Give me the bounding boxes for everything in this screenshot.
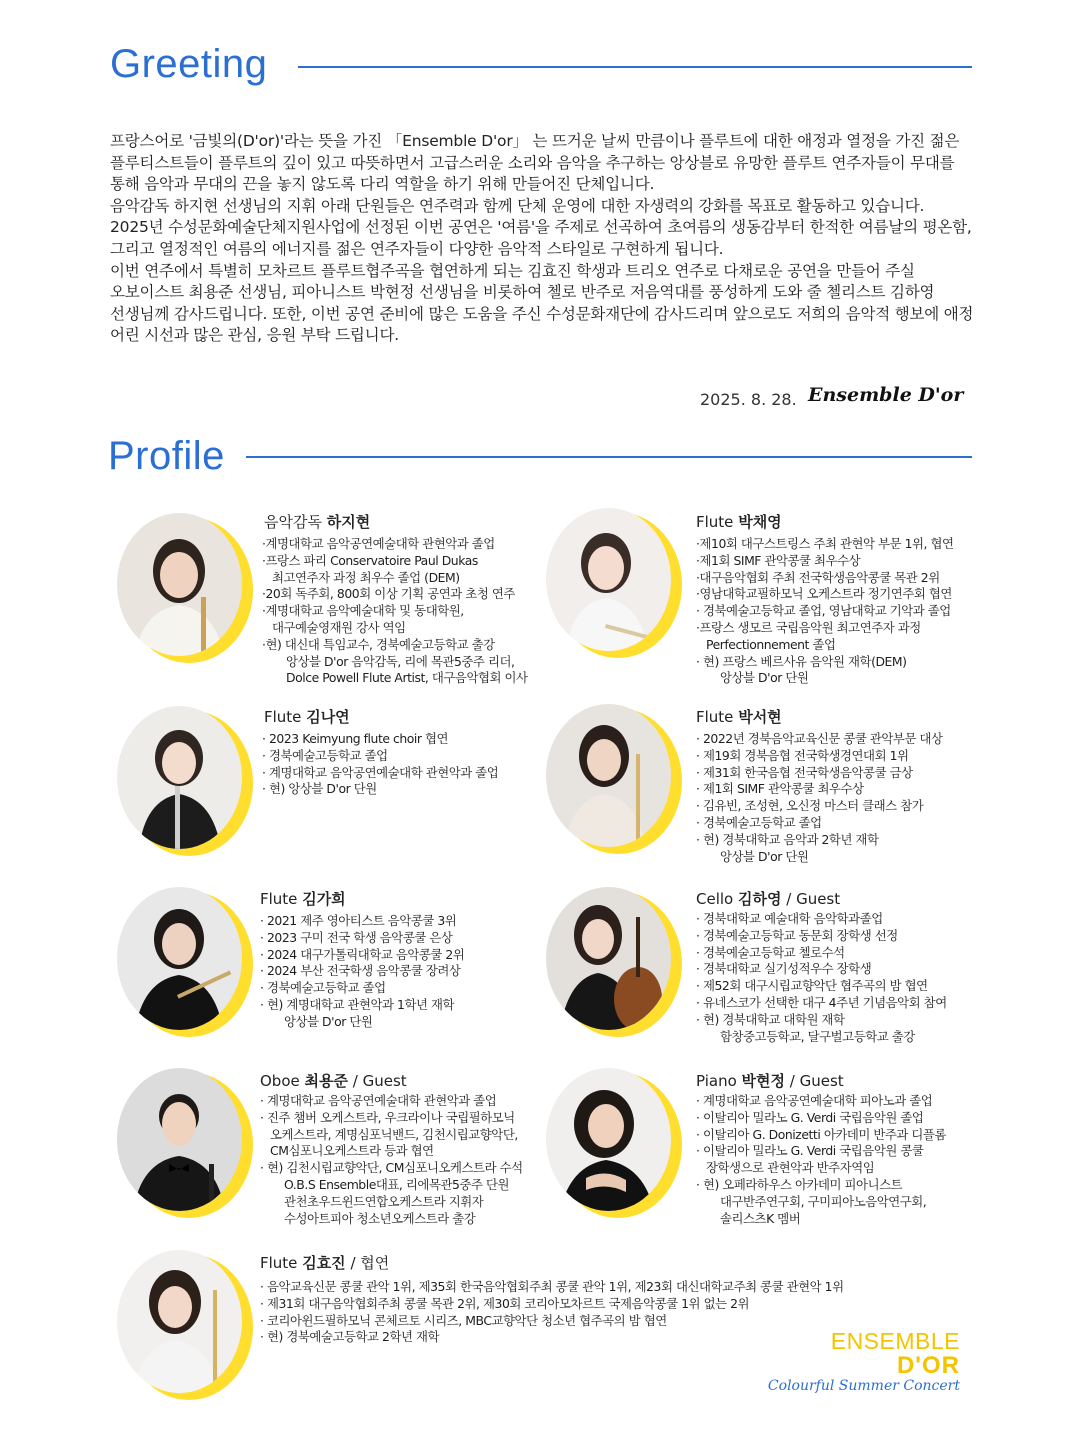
member-suffix: / Guest xyxy=(348,1072,407,1090)
member-name: 김효진 xyxy=(302,1254,346,1272)
career-item: 함창중고등학교, 달구벌고등학교 출강 xyxy=(720,1028,915,1044)
career-item: 수성아트피아 청소년오케스트라 출강 xyxy=(284,1210,476,1226)
logo-tagline: Colourful Summer Concert xyxy=(767,1378,960,1394)
member-name: 김하영 xyxy=(738,890,782,908)
member-title xyxy=(260,888,346,909)
career-item: CM심포니오케스트라 등과 협연 xyxy=(270,1143,434,1159)
career-item: · 경북예술고등학교 첼로수석 xyxy=(696,944,845,960)
career-item: 관천초우드윈드연합오케스트라 지휘자 xyxy=(284,1193,484,1209)
career-item: · 계명대학교 음악공연예술대학 관현악과 졸업 xyxy=(262,764,499,780)
member-career-list xyxy=(696,911,947,1045)
member-title xyxy=(696,511,782,532)
career-item: · 2023 Keimyung flute choir 협연 xyxy=(262,731,449,746)
member-photo xyxy=(546,508,681,658)
career-item: O.B.S Ensemble대표, 리에목관5중주 단원 xyxy=(284,1176,509,1192)
member-role: 음악감독 xyxy=(264,513,322,531)
member-photo xyxy=(117,1250,252,1400)
career-item: · 2022년 경북음악교육신문 콩쿨 관악부문 대상 xyxy=(696,731,943,746)
member-career-list xyxy=(260,913,464,1031)
member-role: Flute xyxy=(260,890,298,908)
career-item: 대구예술영재원 강사 역임 xyxy=(272,619,406,635)
career-item: ·제10회 대구스트링스 주최 관현악 부문 1위, 협연 xyxy=(696,536,954,551)
member-role: Flute xyxy=(260,1254,298,1272)
career-item: ·현) 대신대 특임교수, 경북예술고등학교 출강 xyxy=(262,636,495,652)
member-photo xyxy=(117,887,252,1037)
career-item: · 2021 제주 영아티스트 음악콩쿨 3위 xyxy=(260,913,457,928)
profile-title: Profile xyxy=(108,434,225,478)
greeting-paragraph: 프랑스어로 '금빛의(D'or)'라는 뜻을 가진 「Ensemble D'or」 는 뜨거운 날씨 만큼이나 플루트에 대한 애정과 열정을 가진 젊은 플루티스트들이 플루트의 깊이 있고 따뜻하면서 고급스러운 소리와 음악을 추구하는 앙상블로 유망한 플루트 연주자들이 무대를 통해 음악과 무대의 끈을 놓지 않도록 다리 역할을 하기 위해 만들어진 단체입니다. xyxy=(110,132,960,194)
member-name: 박현정 xyxy=(741,1072,786,1090)
member-suffix: / 협연 xyxy=(345,1254,390,1272)
member-title xyxy=(260,1070,407,1091)
career-item: · 이탈리아 G. Donizetti 아카데미 반주과 디플롬 xyxy=(696,1126,946,1142)
career-item: · 경북대학교 실기성적우수 장학생 xyxy=(696,961,872,977)
member-photo xyxy=(546,1068,681,1218)
career-item: 최고연주자 과정 최우수 졸업 (DEM) xyxy=(272,569,460,585)
career-item: · 현) 오페라하우스 아카데미 피아니스트 xyxy=(696,1176,903,1192)
member-photo xyxy=(546,704,681,854)
member-title xyxy=(260,1252,389,1273)
member-title xyxy=(264,511,370,532)
career-item: · 현) 프랑스 베르사유 음악원 재학(DEM) xyxy=(696,653,907,669)
member-title xyxy=(696,1070,844,1091)
career-item: ·제1회 SIMF 관악콩쿨 최우수상 xyxy=(696,552,861,568)
career-item: ·계명대학교 음악공연예술대학 관현악과 졸업 xyxy=(262,536,495,551)
career-item: 앙상블 D'or 단원 xyxy=(284,1013,373,1029)
career-item: · 제19회 경북음협 전국학생경연대회 1위 xyxy=(696,747,909,763)
member-title xyxy=(264,706,350,727)
career-item: · 현) 계명대학교 관현악과 1학년 재학 xyxy=(260,996,455,1012)
logo-line-dor: D'OR xyxy=(896,1352,960,1379)
career-item: 앙상블 D'or 단원 xyxy=(720,848,809,864)
member-name: 박채영 xyxy=(738,513,782,531)
career-item: Dolce Powell Flute Artist, 대구음악협회 이사 xyxy=(286,670,528,686)
member-career-list xyxy=(262,536,528,687)
career-item: · 경북예술고등학교 졸업 xyxy=(696,814,822,830)
career-item: · 경북예술고등학교 졸업 xyxy=(262,747,388,763)
greeting-paragraph: 2025년 수성문화예술단체지원사업에 선정된 이번 공연은 '여름'을 주제로 선곡하여 초여름의 생동감부터 한적한 여름날의 평온함, 그리고 열정적인 여름의 에너지를 젊은 연주자들이 다양한 음악적 스타일로 구현하게 됩니다. xyxy=(110,218,972,258)
career-item: · 계명대학교 음악공연예술대학 피아노과 졸업 xyxy=(696,1093,933,1108)
career-item: · 현) 앙상블 D'or 단원 xyxy=(262,781,377,797)
member-role: Flute xyxy=(696,513,734,531)
member-name: 박서현 xyxy=(738,708,782,726)
career-item: · 경북예술고등학교 졸업 xyxy=(260,980,386,996)
career-item: 앙상블 D'or 단원 xyxy=(720,670,809,686)
career-item: · 이탈리아 밀라노 G. Verdi 국립음악원 졸업 xyxy=(696,1109,924,1125)
career-item: ·영남대학교필하모닉 오케스트라 정기연주회 협연 xyxy=(696,586,952,602)
greeting-title: Greeting xyxy=(110,42,268,86)
career-item: 장학생으로 관현악과 반주자역임 xyxy=(706,1160,875,1176)
career-item: · 제31회 대구음악협회주최 콩쿨 목관 2위, 제30회 코리아모차르트 국제음악콩쿨 1위 없는 2위 xyxy=(260,1295,750,1311)
career-item: 대구반주연구회, 구미피아노음악연구회, xyxy=(720,1193,927,1209)
member-career-list xyxy=(696,1093,946,1227)
member-career-list xyxy=(696,731,943,865)
member-role: Flute xyxy=(264,708,302,726)
greeting-paragraph: 이번 연주에서 특별히 모차르트 플루트협주곡을 협연하게 되는 김효진 학생과 트리오 연주로 다채로운 공연을 만들어 주실 오보이스트 최용준 선생님, 피아니스트 박현정 선생님을 비롯하여 첼로 반주로 저음역대를 풍성하게 도와 줄 첼리스트 김하영 선생님께 감사드립니다. 또한, 이번 공연 준비에 많은 도움을 주신 수성문화재단에 감사드리며 앞으로도 저희의 음악적 행보에 애정 어린 시선과 많은 관심, 응원 부탁 드립니다. xyxy=(110,261,974,345)
greeting-paragraph: 음악감독 하지현 선생님의 지휘 아래 단원들은 연주력과 함께 단체 운영에 대한 자생력의 강화를 목표로 활동하고 있습니다. xyxy=(110,196,925,215)
logo-line-ensemble: ENSEMBLE xyxy=(830,1328,960,1354)
greeting-divider xyxy=(298,66,972,68)
career-item: · 음악교육신문 콩쿨 관악 1위, 제35회 한국음악협회주최 콩쿨 관악 1위, 제23회 대신대학교주최 콩쿨 관현악 1위 xyxy=(260,1279,844,1294)
career-item: 솔리스츠K 멤버 xyxy=(720,1210,801,1226)
career-item: · 계명대학교 음악공연예술대학 관현악과 졸업 xyxy=(260,1093,497,1108)
member-name: 하지현 xyxy=(326,513,371,531)
career-item: ·대구음악협회 주최 전국학생음악콩쿨 목관 2위 xyxy=(696,569,940,585)
career-item: · 현) 경북예술고등학교 2학년 재학 xyxy=(260,1329,440,1345)
career-item: · 유네스코가 선택한 대구 4주년 기념음악회 참여 xyxy=(696,994,947,1010)
career-item: 오케스트라, 계명심포닉밴드, 김천시립교향악단, xyxy=(270,1126,518,1142)
member-photo xyxy=(117,1068,252,1218)
career-item: · 제1회 SIMF 관악콩쿨 최우수상 xyxy=(696,781,864,797)
career-item: · 진주 챔버 오케스트라, 우크라이나 국립필하모닉 xyxy=(260,1109,515,1125)
career-item: · 김유빈, 조성현, 오신정 마스터 클래스 참가 xyxy=(696,798,924,814)
member-title xyxy=(696,888,840,909)
profile-divider xyxy=(246,456,972,458)
member-photo xyxy=(117,513,252,663)
member-role: Piano xyxy=(696,1072,737,1090)
career-item: · 제52회 대구시립교향악단 협주곡의 밤 협연 xyxy=(696,978,928,994)
career-item: · 이탈리아 밀라노 G. Verdi 국립음악원 콩쿨 xyxy=(696,1143,924,1159)
career-item: · 코리아윈드필하모닉 콘체르토 시리즈, MBC교향악단 청소년 협주곡의 밤 협연 xyxy=(260,1312,667,1328)
career-item: · 경북예술고등학교 동문회 장학생 선정 xyxy=(696,927,898,943)
ensemble-logo xyxy=(767,1328,970,1402)
member-career-list xyxy=(260,1279,844,1346)
member-suffix: / Guest xyxy=(785,1072,844,1090)
career-item: · 현) 경북대학교 음악과 2학년 재학 xyxy=(696,831,879,847)
member-suffix: / Guest xyxy=(781,890,841,908)
career-item: · 현) 경북대학교 대학원 재학 xyxy=(696,1011,845,1027)
career-item: · 현) 김천시립교향악단, CM심포니오케스트라 수석 xyxy=(260,1160,523,1176)
career-item: ·프랑스 파리 Conservatoire Paul Dukas xyxy=(262,552,478,568)
career-item: · 경북예술고등학교 졸업, 영남대학교 기악과 졸업 xyxy=(696,603,951,619)
career-item: ·프랑스 생모르 국립음악원 최고연주자 과정 xyxy=(696,619,921,635)
career-item: · 2024 부산 전국학생 음악콩쿨 장려상 xyxy=(260,963,461,979)
member-role: Oboe xyxy=(260,1072,300,1090)
member-name: 김가희 xyxy=(302,890,346,908)
career-item: ·20회 독주회, 800회 이상 기획 공연과 초청 연주 xyxy=(262,586,515,602)
member-career-list xyxy=(260,1093,523,1227)
greeting-date: 2025. 8. 28. xyxy=(700,390,797,409)
career-item: · 제31회 한국음협 전국학생음악콩쿨 금상 xyxy=(696,764,913,780)
career-item: · 2024 대구가톨릭대학교 음악콩쿨 2위 xyxy=(260,946,465,962)
member-title xyxy=(696,706,782,727)
member-role: Cello xyxy=(696,890,734,908)
member-photo xyxy=(117,706,252,856)
career-item: · 2023 구미 전국 학생 음악콩쿨 은상 xyxy=(260,929,453,945)
member-name: 김나연 xyxy=(306,708,350,726)
career-item: Perfectionnement 졸업 xyxy=(706,636,836,652)
member-career-list xyxy=(262,731,498,798)
greeting-signature: Ensemble D'or xyxy=(808,384,964,406)
member-career-list xyxy=(696,536,954,687)
member-photo xyxy=(546,887,681,1037)
member-name: 최용준 xyxy=(304,1072,348,1090)
career-item: · 경북대학교 예술대학 음악학과졸업 xyxy=(696,911,883,926)
greeting-body xyxy=(110,131,980,347)
career-item: 앙상블 D'or 음악감독, 리에 목관5중주 리더, xyxy=(286,653,515,669)
greeting-signoff xyxy=(690,384,990,416)
career-item: ·계명대학교 음악예술대학 및 동대학원, xyxy=(262,603,464,619)
member-role: Flute xyxy=(696,708,734,726)
